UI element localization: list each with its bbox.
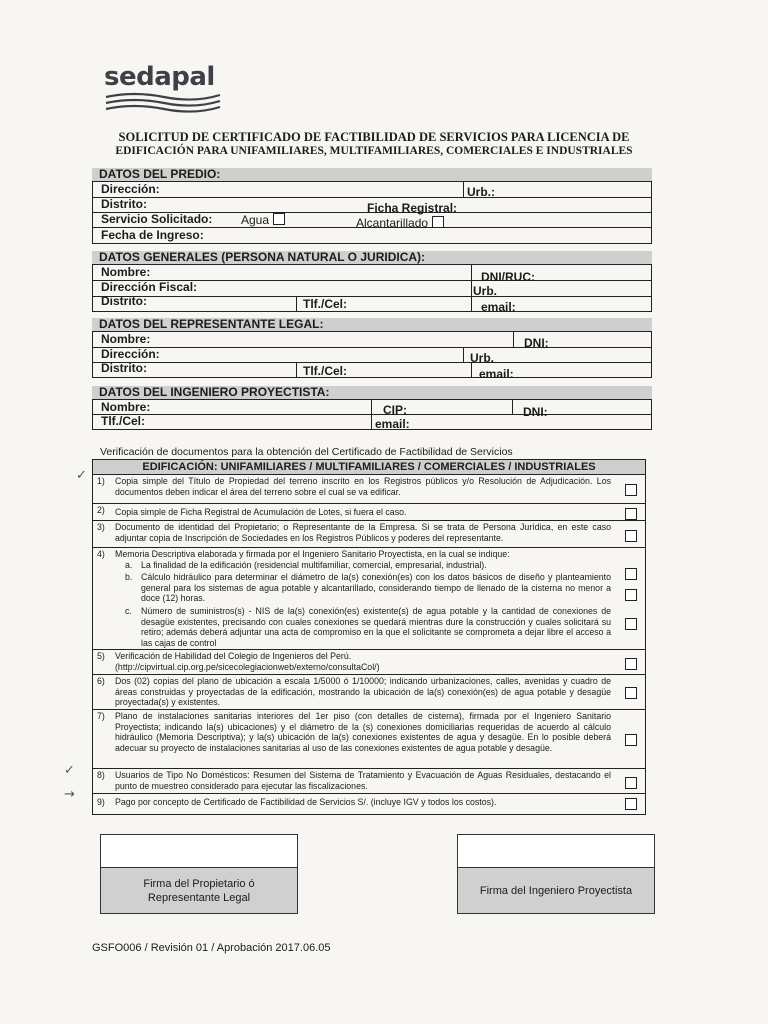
document-checkbox[interactable] xyxy=(625,734,637,746)
ingeniero-cip-label: CIP: xyxy=(383,403,407,417)
divider xyxy=(93,347,651,348)
signature-label-propietario xyxy=(101,867,297,913)
ingeniero-nombre-label: Nombre: xyxy=(101,400,151,414)
representante-tlf-label: Tlf./Cel: xyxy=(303,364,347,378)
document-text: Plano de instalaciones sanitarias interiores del 1er piso (con detalles de cisterna), firmada por el Ingeniero Sanitario Proyectista; indicando la(s) ubicaciones) y el diámetro de la (s) conexiones domiciliarias requeridas de acuerdo al cálculo hidráulico (Memoria Descriptiva); y la(s) ubicación de la(s) conexiones existentes de agua y desagüe. En lo posible deberá adecuar su proyecto de instalaciones sanitarias al uso de las conexiones existentes de agua potable y desagüe. xyxy=(115,711,611,753)
generales-tlf-label: Tlf./Cel: xyxy=(303,297,347,311)
divider xyxy=(471,296,472,312)
predio-fecha-label: Fecha de Ingreso: xyxy=(101,228,204,242)
document-row xyxy=(93,675,645,710)
document-checkbox[interactable] xyxy=(625,530,637,542)
representante-direccion-label: Dirección: xyxy=(101,347,160,361)
handwritten-arrow-icon: → xyxy=(64,787,75,802)
section-predio-box xyxy=(92,181,652,244)
divider xyxy=(463,182,464,197)
section-representante-heading: DATOS DEL REPRESENTANTE LEGAL: xyxy=(92,318,652,331)
document-row xyxy=(93,769,645,794)
document-checkbox[interactable] xyxy=(625,658,637,670)
document-number: 2) xyxy=(97,505,105,515)
divider xyxy=(296,362,297,378)
form-title-line2: EDIFICACIÓN PARA UNIFAMILIARES, MULTIFAMILIARES, COMERCIALES E INDUSTRIALES xyxy=(115,145,633,157)
ingeniero-dni-label: DNI: xyxy=(523,405,548,419)
divider xyxy=(296,296,297,312)
ingeniero-tlf-label: Tlf./Cel: xyxy=(101,414,145,428)
sub-item-text: Cálculo hidráulico para determinar el diámetro de la(s) conexión(es) con los datos básicos de diseño y planteamiento general para los sistemas de agua potable y alcantarillado, considerando tiempo de llenado de la cisterna no menor a doce (12) horas. xyxy=(141,572,611,603)
logo-waves-icon xyxy=(104,92,222,116)
divider xyxy=(93,414,651,415)
handwritten-check-icon: ✓ xyxy=(64,763,75,778)
predio-distrito-label: Distrito: xyxy=(101,197,147,211)
document-row xyxy=(93,475,645,504)
ingeniero-email-label: email: xyxy=(375,417,410,431)
document-number: 3) xyxy=(97,522,105,532)
signature-label-line1: Firma del Propietario ó xyxy=(143,877,255,890)
handwritten-check-icon: ✓ xyxy=(76,468,87,483)
agua-option[interactable] xyxy=(241,213,285,227)
documents-table xyxy=(92,459,646,815)
sub-item-text: Número de suministros(s) - NIS de la(s) conexión(es) existente(s) de agua potable y la cantidad de conexiones de desagüe existentes, precisando con cuales conexiones se quedará mientras dure la construcción y cuales solicitará su retiro; además deberá adjuntar una acta de compromiso en la que el solicitante se comprometa a dejar libre el acceso a las cajas de control xyxy=(141,606,611,648)
signature-label-ingeniero: Firma del Ingeniero Proyectista xyxy=(458,867,654,913)
document-text: Dos (02) copias del plano de ubicación a escala 1/5000 ó 1/10000; indicando urbanizaciones, calles, avenidas y cuadro de áreas construidas y proyectadas de la edificación, mostrando la ubicación de la(s) conexión(es) de agua potable y desagüe proyectada(s) y existentes. xyxy=(115,676,611,707)
section-generales-heading: DATOS GENERALES (PERSONA NATURAL O JURIDICA): xyxy=(92,251,652,264)
document-number: 6) xyxy=(97,676,105,686)
alcantarillado-checkbox[interactable] xyxy=(432,216,444,228)
form-title-line1: SOLICITUD DE CERTIFICADO DE FACTIBILIDAD DE SERVICIOS PARA LICENCIA DE xyxy=(118,130,630,144)
generales-dni-label: DNI/RUC: xyxy=(481,270,535,284)
representante-urb-label: Urb. xyxy=(470,351,494,365)
document-text: Copia simple del Título de Propiedad del terreno inscrito en los Registros públicos y/o Resolución de Adjudicación. Los documentos deben indicar el área del terreno sobre el cual se va edificar. xyxy=(115,476,611,497)
document-row xyxy=(93,548,645,650)
document-row xyxy=(93,504,645,521)
agua-checkbox[interactable] xyxy=(273,213,285,225)
divider xyxy=(513,332,514,347)
representante-dni-label: DNI: xyxy=(524,336,549,350)
predio-ficha-label: Ficha Registral: xyxy=(367,201,458,215)
generales-urb-label: Urb. xyxy=(473,284,497,298)
document-row xyxy=(93,650,645,675)
document-row xyxy=(93,710,645,769)
generales-email-label: email: xyxy=(481,300,516,314)
document-checkbox[interactable] xyxy=(625,484,637,496)
sub-item-letter: a. xyxy=(125,560,133,570)
generales-distrito-label: Distrito: xyxy=(101,294,147,308)
document-url[interactable]: (http://cipvirtual.cip.org.pe/sicecolegiacionweb/externo/consultaCol/) xyxy=(115,662,380,672)
document-number: 1) xyxy=(97,476,105,486)
document-row xyxy=(93,521,645,548)
verification-caption: Verificación de documentos para la obtención del Certificado de Factibilidad de Servicios xyxy=(100,446,513,458)
signature-label-line2: Representante Legal xyxy=(147,891,251,904)
document-checkbox[interactable] xyxy=(625,589,637,601)
alcantarillado-option[interactable] xyxy=(356,216,444,230)
document-checkbox[interactable] xyxy=(625,798,637,810)
signature-box-propietario[interactable] xyxy=(100,834,298,914)
sub-item-letter: b. xyxy=(125,572,133,582)
document-text: Pago por concepto de Certificado de Factibilidad de Servicios S/. (incluye IGV y todos los costos). xyxy=(115,797,497,807)
sedapal-logo xyxy=(104,64,224,114)
documents-table-heading: EDIFICACIÓN: UNIFAMILIARES / MULTIFAMILIARES / COMERCIALES / INDUSTRIALES xyxy=(93,460,645,475)
document-number: 4) xyxy=(97,549,105,559)
agua-label: Agua xyxy=(241,213,270,227)
document-checkbox[interactable] xyxy=(625,618,637,630)
divider xyxy=(463,347,464,362)
section-generales-box xyxy=(92,264,652,312)
alcantarillado-label: Alcantarillado xyxy=(356,216,429,230)
divider xyxy=(512,400,513,414)
divider xyxy=(471,265,472,296)
document-checkbox[interactable] xyxy=(625,777,637,789)
divider xyxy=(93,197,651,198)
document-text: Verificación de Habilidad del Colegio de Ingenieros del Perú. xyxy=(115,651,352,661)
representante-nombre-label: Nombre: xyxy=(101,332,151,346)
generales-direccion-label: Dirección Fiscal: xyxy=(101,280,198,294)
section-representante-box xyxy=(92,331,652,381)
divider xyxy=(371,400,372,430)
signature-box-ingeniero[interactable] xyxy=(457,834,655,914)
document-checkbox[interactable] xyxy=(625,687,637,699)
section-ingeniero-box xyxy=(92,399,652,430)
predio-servicio-label: Servicio Solicitado: xyxy=(101,212,213,226)
document-checkbox[interactable] xyxy=(625,508,637,520)
document-text: Usuarios de Tipo No Domésticos: Resumen del Sistema de Tratamiento y Evacuación de Aguas Residuales, destacando el punto de muestreo considerado para ejecutar las fiscalizaciones. xyxy=(115,770,611,791)
section-predio-heading: DATOS DEL PREDIO: xyxy=(92,168,652,181)
sub-item-text: La finalidad de la edificación (residencial multifamiliar, comercial, empresarial, industrial). xyxy=(141,560,487,570)
document-number: 8) xyxy=(97,770,105,780)
representante-email-label: email: xyxy=(479,367,514,381)
predio-urb-label: Urb.: xyxy=(467,185,495,199)
document-number: 9) xyxy=(97,797,105,807)
section-ingeniero-heading: DATOS DEL INGENIERO PROYECTISTA: xyxy=(92,386,652,399)
predio-direccion-label: Dirección: xyxy=(101,182,160,196)
document-text: Copia simple de Ficha Registral de Acumulación de Lotes, si fuera el caso. xyxy=(115,507,407,517)
form-code-footer: GSFO006 / Revisión 01 / Aprobación 2017.06.05 xyxy=(92,942,331,954)
document-text: Memoria Descriptiva elaborada y firmada por el Ingeniero Sanitario Proyectista, en la cual se indique: xyxy=(115,549,510,559)
divider xyxy=(93,362,651,363)
document-checkbox[interactable] xyxy=(625,568,637,580)
document-text: Documento de identidad del Propietario; o Representante de la Empresa. Si se trata de Persona Jurídica, en este caso adjuntar copia de Inscripción de Sociedades en los Registros Públicos y poderes del representante. xyxy=(115,522,611,543)
generales-nombre-label: Nombre: xyxy=(101,265,151,279)
document-number: 7) xyxy=(97,711,105,721)
logo-text: sedapal xyxy=(104,62,215,92)
document-row xyxy=(93,794,645,814)
divider xyxy=(93,296,651,297)
sub-item-letter: c. xyxy=(125,606,132,616)
document-number: 5) xyxy=(97,651,105,661)
representante-distrito-label: Distrito: xyxy=(101,361,147,375)
